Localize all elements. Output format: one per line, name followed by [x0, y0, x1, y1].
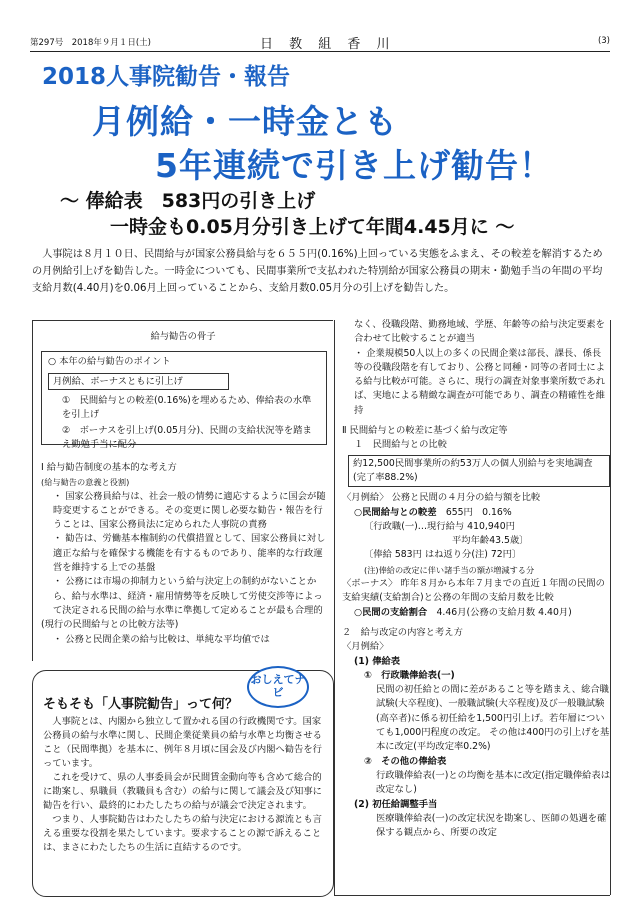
subheadline-2: 一時金も0.05月分引き上げて年間4.45月に ～ [110, 216, 515, 238]
navi-badge: おしえてナビ [247, 666, 309, 708]
gap-label: ○民間給与との較差 [354, 506, 437, 518]
bonus-compare: 〈ボーナス〉 昨年８月から本年７月までの直近１年間の民間の支給実績(支給割合)と公務の年間の支給月数を比較 [342, 578, 605, 604]
starting-pay-heading: (2) 初任給調整手当 [354, 798, 438, 810]
explainer-paragraph-3: つまり、人事院勧告はわたしたちの給与決定における源流とも言える重要な役割を果たしています。要求することの源で訴えることは、まさにわたしたちの生活に直結するのです。 [43, 814, 322, 853]
points-box [41, 351, 327, 451]
starting-pay-body: 医療職俸給表(一)の改定状況を勘案し、医師の処遇を確保する観点から、所要の改定 [376, 812, 607, 839]
gap-note: (注)俸給の改定に伴い諸手当の額が増減する分 [364, 564, 535, 575]
points-subtitle: 月例給、ボーナスともに引上げ [48, 373, 229, 390]
other-tables-body: 行政職俸給表(一)との均衡を基本に改定(指定職俸給表は改定なし) [376, 769, 611, 796]
section-1-subheading-2: (現行の民間給与との比較方法等) [41, 619, 179, 631]
survey-box: 約12,500民間事業所の約53万人の個人別給与を実地調査(完了率88.2%) [348, 455, 610, 488]
bonus-label: ○民間の支給割合 [354, 606, 428, 618]
explainer-box [32, 670, 334, 897]
gap-value: 655円 0.16% [445, 506, 512, 518]
subheadline-1: ～ 俸給表 583円の引き上げ [60, 190, 316, 212]
right-column [342, 318, 610, 840]
salary-table-heading: (1) 俸給表 [354, 655, 401, 667]
paper-name: 日 教 組 香 川 [260, 37, 396, 52]
headline-3: 5年連続で引き上げ勧告！ [155, 146, 553, 185]
masthead [30, 33, 610, 52]
headline-1: 2018人事院勧告・報告 [42, 64, 291, 90]
summary-body [41, 461, 331, 647]
summary-box [32, 320, 333, 661]
right-paragraph-0: なく、役職段階、勤務地域、学歴、年齢等の給与決定要素を合わせて比較することが適当 [354, 319, 605, 345]
section-1-heading: Ⅰ 給与勧告制度の基本的な考え方 [41, 462, 177, 473]
explainer-paragraph-1: 人事院とは、内閣から独立して置かれる国の行政機関です。国家公務員の給与水準に関し、民間企業従業員の給与水準と均衡させること（民間準拠）を基本に、例年８月頃に国会及び内閣へ勧告を行っています。 [43, 716, 322, 769]
intro-paragraph: 人事院は８月１０日、民間給与が国家公務員給与を６５５円(0.16%)上回っている実態をふまえ、その較差を解消するための月例給引上げを勧告した。一時金についても、民間事業所で支払われた特別給が国家公務員の期末・勤勉手当の年間の平均支給月数(4.40月)を0.06月上回っていることから、支給月数0.05月分の引上げを勧告した。 [32, 249, 603, 294]
paragraph-4: ・ 公務と民間企業の給与比較は、単純な平均値では [53, 633, 270, 645]
right-border [610, 320, 611, 895]
page-number: (3) [597, 36, 610, 46]
admin-table-body: 民間の初任給との間に差があること等を踏まえ、総合職試験(大卒程度)、一般職試験(大卒程度)及び一般職試験(高卒者)に係る初任給を1,500円引上げ。若年層についても1,000円程度の改定。 その他は400円の引上げを基本に改定(平均改定率0.2%) [376, 684, 610, 753]
gap-detail-2: 平均年齢43.5歳〕 [452, 535, 529, 547]
explainer-body [43, 715, 325, 855]
explainer-title: そもそも「人事院勧告」って何？ [43, 697, 239, 712]
section-1-subheading: (給与勧告の意義と役割) [41, 477, 130, 488]
paragraph-2: ・ 勧告は、労働基本権制約の代償措置として、国家公務員に対し適正な給与を確保する機能を有するものであり、能率的な行政運営を維持する上での基盤 [53, 533, 326, 574]
section-2-1-heading: １ 民間給与との比較 [354, 439, 447, 451]
bottom-border [334, 895, 610, 896]
monthly-pay-heading: 〈月例給〉 [342, 641, 389, 653]
headline-2: 月例給・一時金とも [92, 102, 398, 141]
section-2-2-heading: ２ 給与改定の内容と考え方 [342, 626, 463, 638]
admin-table-heading: ① 行政職俸給表(一) [364, 669, 455, 681]
explainer-paragraph-2: これを受けて、県の人事委員会が民間賃金動向等も含めて総合的に勘案し、県職員（教職員も含む）の給与に関して議会及び知事に勧告を行い、最終的にわたしたちの給与が議会で決定されます。 [43, 772, 322, 811]
issue-date: 第297号 2018年９月１日(土) [30, 38, 151, 48]
monthly-pay-compare: 〈月例給〉 公務と民間の４月分の給与額を比較 [342, 492, 541, 504]
section-2-heading: Ⅱ 民間給与との較差に基づく給与改定等 [342, 425, 508, 437]
gap-detail-1: 〔行政職(一)…現行給与 410,940円 [364, 520, 515, 532]
other-tables-heading: ② その他の俸給表 [364, 755, 447, 767]
point-2: ② ボーナスを引上げ(0.05月分)、民間の支給状況等を踏まえ勤勉手当に配分 [62, 425, 312, 451]
point-1: ① 民間給与との較差(0.16%)を埋めるため、俸給表の水準を引上げ [62, 395, 312, 421]
bonus-value: 4.46月(公務の支給月数 4.40月) [436, 606, 572, 618]
gap-detail-3: 〔俸給 583円 はね返り分(注) 72円〕 [364, 549, 522, 561]
points-title: ○ 本年の給与勧告のポイント [48, 356, 171, 367]
paragraph-3: ・ 公務には市場の抑制力という給与決定上の制約がないことから、給与水準は、経済・雇用情勢等を反映して労使交渉等によって決定される民間の給与水準に準拠して定めることが最も合理的 [53, 576, 323, 616]
summary-box-title: 給与勧告の骨子 [150, 331, 216, 342]
column-divider [334, 320, 335, 895]
right-paragraph-1: ・ 企業規模50人以上の多くの民間企業は部長、課長、係長等の役職段階を有しており、公務と同種・同等の者同士による給与比較が可能。さらに、現行の調査対象事業所数であれば、実地による精緻な調査が可能であり、調査の精確性を維持 [354, 347, 606, 416]
paragraph-1: ・ 国家公務員給与は、社会一般の情勢に適応するように国会が随時変更することができる。その変更に関し必要な勧告・報告を行うことは、国家公務員法に定められた人事院の責務 [53, 490, 326, 531]
